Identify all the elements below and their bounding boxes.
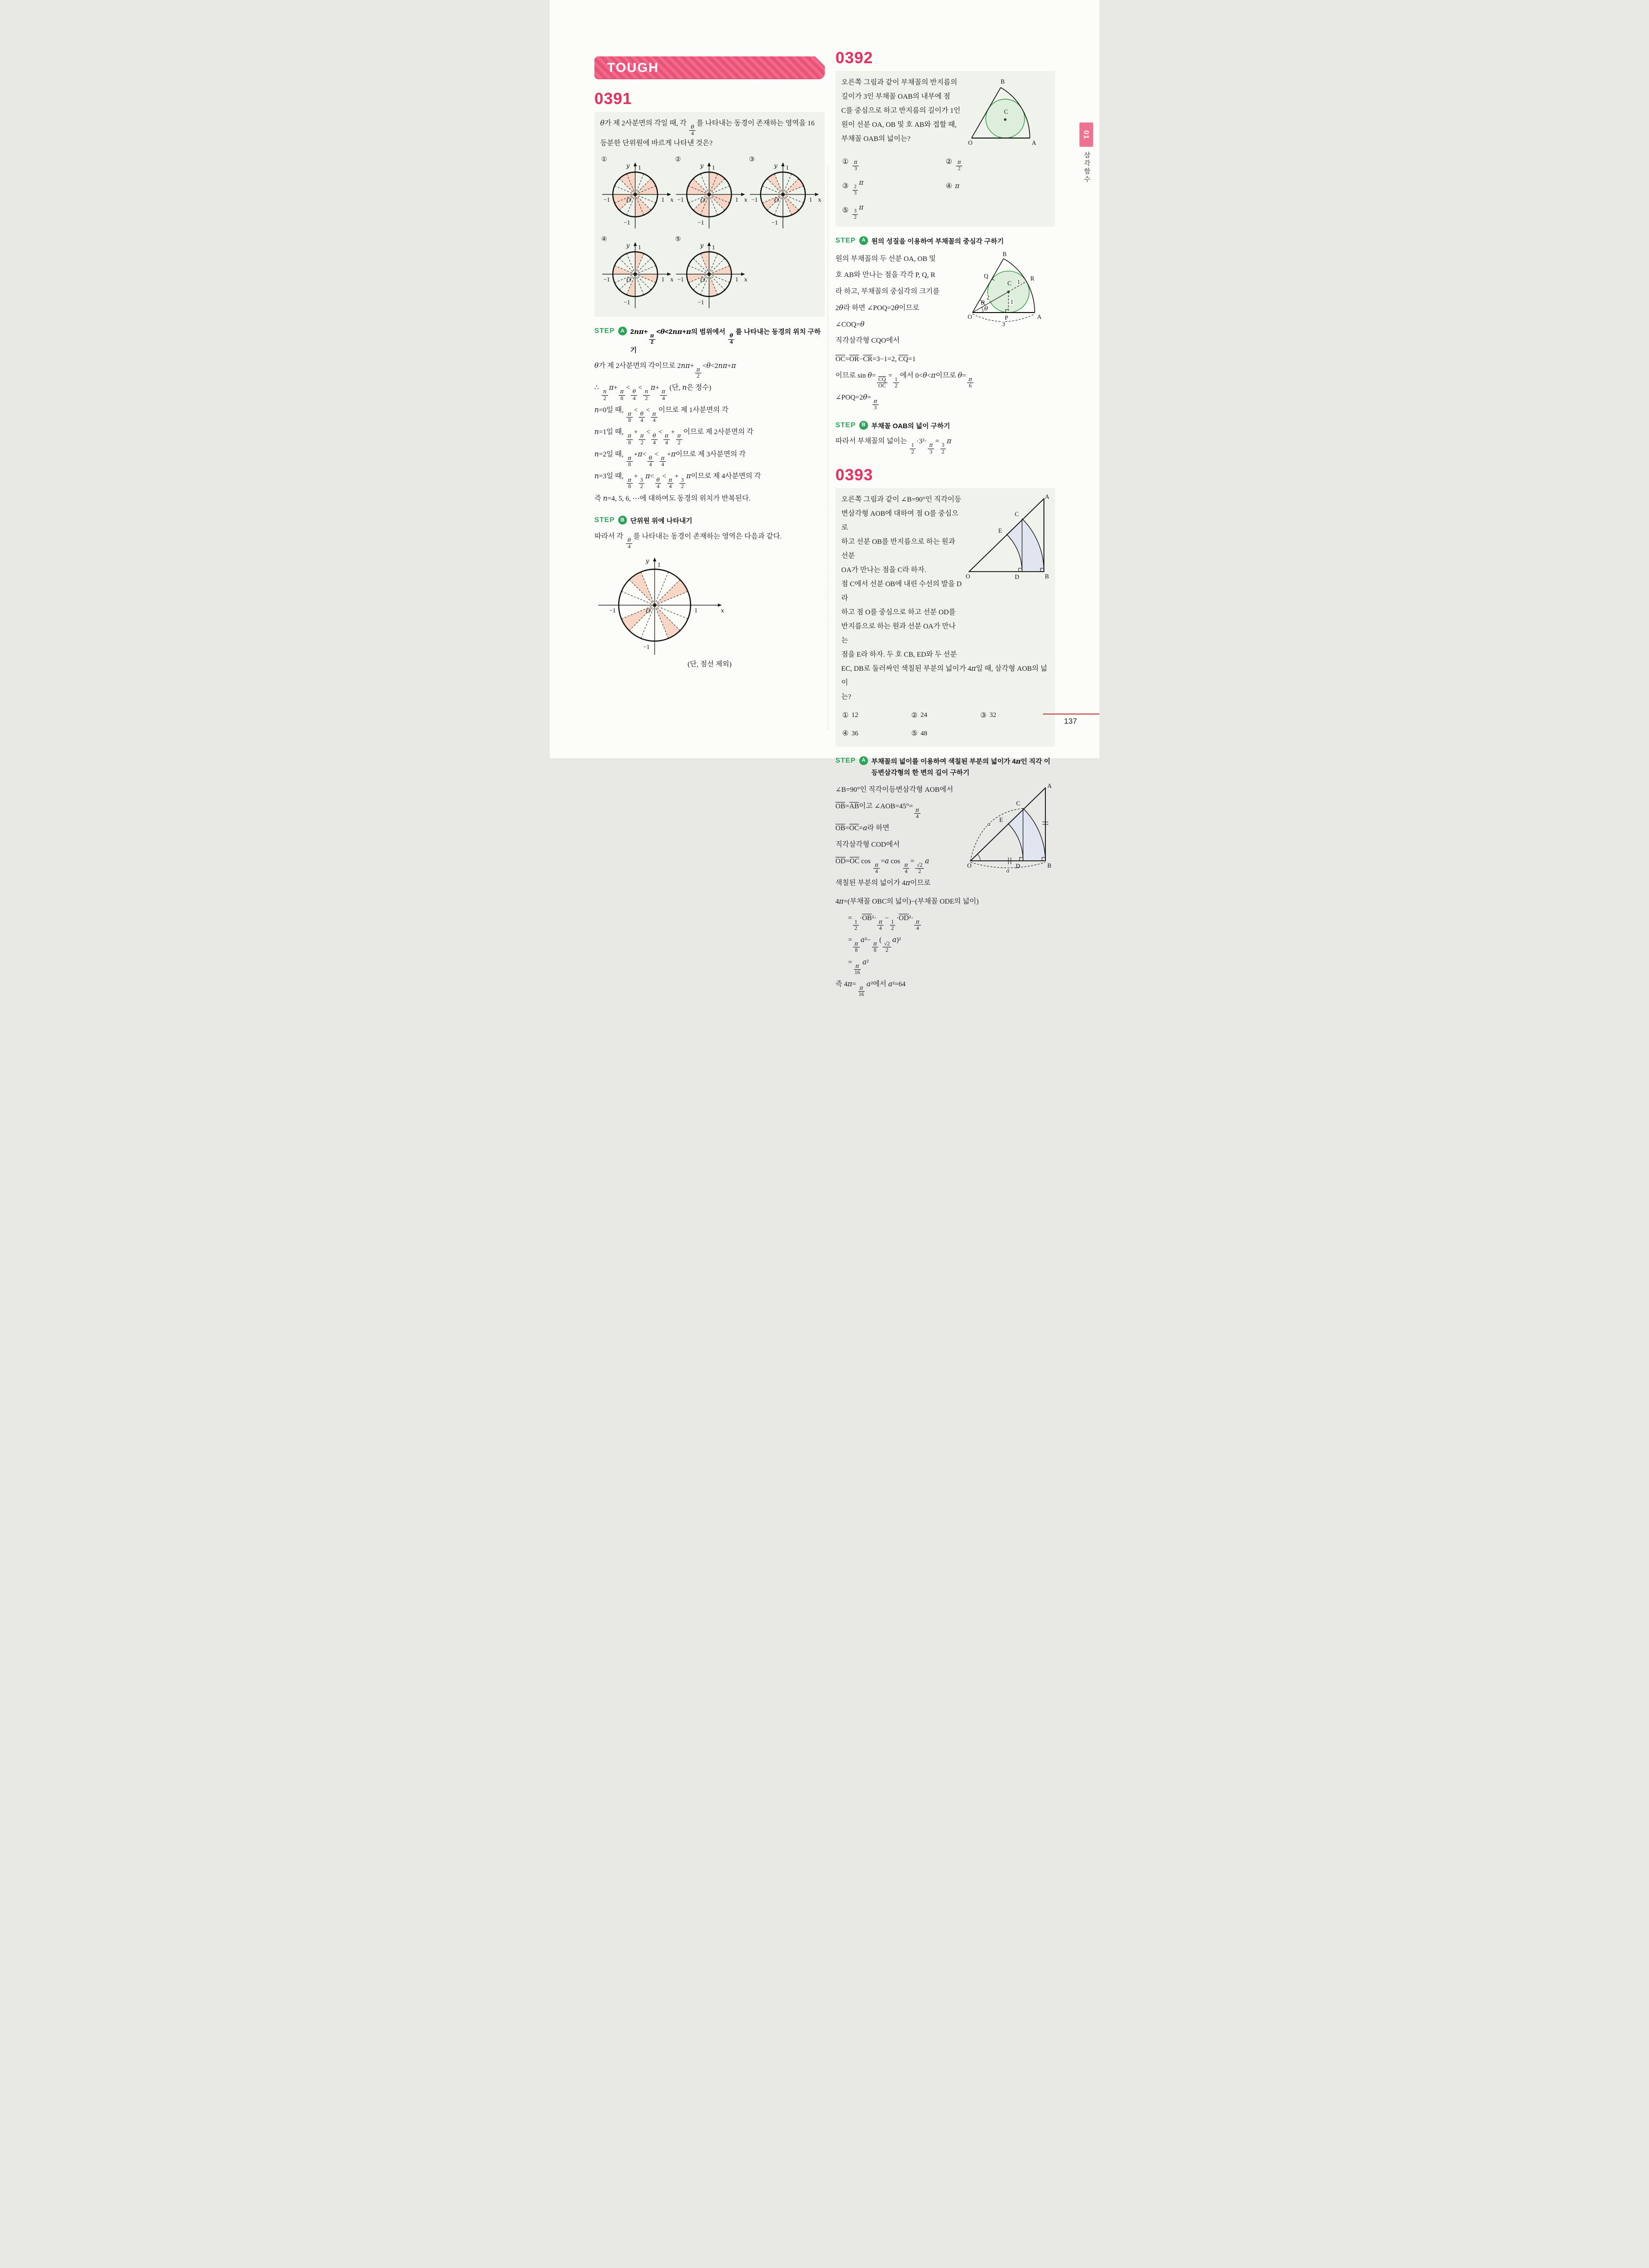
unit-circle-options [600,156,820,311]
sector-solution-diagram-0392 [967,250,1055,329]
svg-text:1: 1 [638,164,642,172]
problem-0392-statement [841,76,964,146]
svg-text:1: 1 [712,244,715,251]
textbook-page [550,0,1099,998]
problem-number-0392: 0392 [835,49,873,67]
problem-0391-statement [600,117,820,151]
math-line: $\overline{OB}=\overline{OC}=a$라 하면 [835,824,889,833]
math-line: 호 AB와 만나는 점을 각각 P, Q, R [835,271,936,279]
math-line: 따라서 부채꼴의 넓이는 $\frac{1}{2}$ ·3²· $\frac{\pi}{3}$ = $\frac{3}{2}$ π [835,437,952,455]
svg-text:a: a [987,820,991,828]
problem-0393-statement-block [835,488,1055,747]
problem-0391-statement-block [594,112,825,317]
step-b-icon: B [618,516,627,524]
math-line: ∴ $\frac{n}{2}$ π+ $\frac{\pi}{8}$ < $\frac{\theta}{4}$ < $\frac{n}{2}$ π+ $\frac{\pi}{4}$ (단, n은 정수) [594,384,712,401]
svg-text:y: y [626,242,630,249]
option-item: ④ 36 [842,730,858,738]
svg-text:−1: −1 [609,607,616,614]
unit-circle-option-4 [600,240,674,311]
solution-0391-step-a [594,359,825,506]
svg-text:−1: −1 [624,219,630,227]
left-column [594,56,825,669]
unit-circle-option-5 [674,240,748,311]
math-line: 오른쪽 그림과 같이 ∠B=90°인 직각이등 [841,495,961,504]
svg-text:D: D [1014,573,1019,580]
svg-text:1: 1 [712,164,715,172]
svg-text:y: y [700,162,704,170]
solution-0391-step-b [594,530,825,550]
math-line: C를 중심으로 하고 반지름의 길이가 1인 [841,107,961,115]
svg-text:B: B [1047,862,1052,870]
svg-text:a: a [1006,867,1010,874]
svg-text:E: E [999,817,1003,824]
svg-text:1: 1 [1017,278,1021,285]
svg-text:C: C [1014,510,1019,518]
svg-text:−1: −1 [643,644,650,651]
answer-caption: (단, 점선 제외) [687,661,732,669]
svg-text:E: E [998,527,1002,534]
svg-text:x: x [744,276,748,283]
step-a-icon: A [859,236,868,245]
svg-text:−1: −1 [771,219,778,227]
svg-text:1: 1 [735,276,739,283]
math-line: 변삼각형 AOB에 대하여 점 O를 중심으로 [841,509,959,532]
option-item: ② 24 [911,711,927,719]
options-0393 [842,709,1049,741]
option-item: ⑤ $\frac{3}{2}$ π [842,203,864,221]
unit-circle-option-3 [748,160,822,231]
svg-text:O: O [700,196,706,204]
svg-text:x: x [670,196,674,204]
option-item: ① $\frac{\pi}{3}$ [842,153,946,172]
math-line: n=2일 때, $\frac{\pi}{8}$ +π< $\frac{\theta}{4}$ < $\frac{\pi}{4}$ +π이므로 제 3사분면의 각 [594,450,746,468]
step-a-0393-title: 부채꼴의 넓이를 이용하여 색칠된 부분의 넓이가 4π인 직각 이등변삼각형의 한 변의 길이 구하기 [871,757,1051,776]
math-line: 즉 4π= $\frac{\pi}{16}$ a²에서 a²=64 [835,980,906,998]
svg-text:y: y [774,162,778,170]
option-item: ③ $\frac{2}{3}$ π [842,179,864,196]
tough-banner-label: TOUGH [607,60,660,75]
step-a-0392-title: 원의 성질을 이용하여 부채꼴의 중심각 구하기 [871,237,1004,245]
math-line: 오른쪽 그림과 같이 부채꼴의 반지름의 [841,79,957,87]
math-line: = $\frac{\pi}{8}$ a²− $\frac{\pi}{8}$ ( $\frac{√2}{2}$ a)² [848,936,901,954]
svg-text:1: 1 [694,607,698,614]
chapter-title-vertical: 삼각함수 [1083,152,1090,184]
math-line: = $\frac{\pi}{16}$ a² [848,958,869,976]
step-label: STEP [594,516,615,524]
math-line: ∠B=90°인 직각이등변삼각형 AOB에서 [835,786,954,794]
solution-0393-flex [835,781,1055,893]
svg-text:−1: −1 [603,196,610,204]
step-label: STEP [835,756,856,765]
math-line: n=1일 때, $\frac{\pi}{8}$ + $\frac{\pi}{2}$ < $\frac{\theta}{4}$ < $\frac{\pi}{4}$ + $\frac{\pi}{2}$ 이므로 제 2사분면의 각 [594,428,754,446]
math-line: ∠COQ=θ [835,320,865,329]
step-label: STEP [594,327,615,335]
step-a-icon: A [859,756,868,765]
svg-text:A: A [1045,493,1050,500]
option-2 [674,156,748,231]
svg-text:−1: −1 [697,299,704,306]
right-column [835,49,1055,999]
math-line: θ가 제 2사분면의 각이므로 2nπ+ $\frac{\pi}{2}$ <θ<2nπ+π [594,362,736,380]
triangle-diagram-0393 [965,493,1050,580]
math-line: θ가 제 2사분면의 각일 때, 각 $\frac{\theta}{4}$ 를 나타내는 동경이 존재하는 영역을 16 [600,120,815,137]
problem-number-0393: 0393 [835,465,873,484]
svg-text:A: A [1047,783,1052,790]
math-line: ∠POQ=2θ= $\frac{\pi}{3}$ [835,391,1055,411]
svg-text:O: O [967,862,972,870]
option-item: ② $\frac{\pi}{2}$ [946,153,1049,172]
math-line: = $\frac{1}{2}$ $\cdot\overline{OB}^2\cdot$ $\frac{\pi}{4}$ − $\frac{1}{2}$ $\cdot\overline{OD}^2\cdot$ $\frac{\pi}{4}$ [835,911,1055,931]
solution-0392-flex [835,250,1055,350]
svg-text:y: y [700,242,704,249]
svg-text:A: A [1032,140,1037,146]
svg-text:−1: −1 [677,276,684,283]
math-line: $\overline{OC}=\overline{OR}-\overline{CR}=3-1=2$, $\overline{CQ}=1$ [835,355,916,364]
step-label: STEP [835,236,856,244]
math-line: 반지름으로 하는 원과 선분 OA가 만나는 [841,622,956,645]
math-line: 는? [841,693,851,701]
math-line: 점 C에서 선분 OB에 내린 수선의 발을 D라 [841,580,962,602]
svg-text:x: x [670,276,674,283]
svg-text:O: O [774,196,780,204]
solution-0393-full-lines [835,895,1055,997]
svg-text:R: R [1030,275,1035,282]
option-item: ⑤ 48 [911,730,927,738]
problem-number-0391: 0391 [594,89,632,107]
svg-text:B: B [1000,78,1005,85]
svg-text:θ: θ [981,298,985,306]
svg-text:1: 1 [657,561,661,569]
step-label: STEP [835,421,856,429]
chapter-tab-number: 01 [1082,130,1091,140]
math-line: 하고 선분 OB를 반지름으로 하는 원과 선분 [841,538,955,560]
math-line: OA가 만나는 점을 C라 하자. [841,566,926,574]
option-1-number: ① [601,156,608,163]
step-b-icon: B [859,421,868,430]
svg-text:−1: −1 [624,299,630,306]
svg-text:θ: θ [984,304,988,312]
triangle-solution-diagram-0393 [967,781,1055,875]
math-line: 직각삼각형 COD에서 [835,841,900,849]
svg-text:3: 3 [1002,320,1006,328]
step-b-0392 [835,421,1055,432]
math-line: 즉 n=4, 5, 6, ⋯에 대하여도 동경의 위치가 반복된다. [594,494,751,503]
svg-text:−1: −1 [603,276,610,283]
answer-unit-circle [594,556,726,657]
svg-text:y: y [626,162,630,170]
option-item: ③ 32 [980,711,996,719]
svg-text:x: x [818,196,822,204]
svg-text:O: O [966,573,971,580]
svg-text:O: O [700,276,706,284]
unit-circle-option-2 [674,160,748,231]
math-line: 등분한 단위원에 바르게 나타낸 것은? [600,140,713,148]
svg-text:B: B [1002,250,1007,258]
math-line: 하고 점 O를 중심으로 하고 선분 OD를 [841,608,956,616]
math-line: 라 하고, 부채꼴의 중심각의 크기를 [835,288,940,296]
math-line: 원이 선분 OA, OB 및 호 AB와 접할 때, [841,121,957,129]
step-a-0391-title: 2nπ+ $\frac{\pi}{2}$ <θ<2nπ+π의 범위에서 $\frac{\theta}{4}$ 를 나타내는 동경의 위치 구하기 [630,328,821,354]
tough-banner [594,56,825,79]
step-a-0392 [835,236,1055,247]
solution-0392-step-b [835,435,1055,454]
svg-text:O: O [968,140,973,146]
problem-0393-statement [841,493,962,662]
option-5 [674,235,748,311]
svg-text:O: O [968,313,972,320]
problem-0392-statement-block [835,71,1055,227]
svg-text:O: O [626,276,632,284]
option-1 [600,156,674,231]
svg-text:1: 1 [809,196,813,204]
answer-figure-0391 [594,556,825,669]
svg-text:Q: Q [984,272,989,279]
option-3-number: ③ [749,156,755,163]
svg-text:1: 1 [661,276,665,283]
math-line: 2θ라 하면 ∠POQ=2θ이므로 [835,304,920,312]
option-5-number: ⑤ [675,235,681,243]
math-line: 점을 E라 하자. 두 호 CB, ED와 두 선분 [841,650,957,659]
math-line: 직각삼각형 CQO에서 [835,337,900,345]
svg-text:2: 2 [986,294,990,301]
svg-text:C: C [1004,108,1008,115]
svg-text:D: D [1015,863,1020,870]
option-3 [748,156,822,231]
math-line: 색칠된 부분의 넓이가 4π이므로 [835,879,931,888]
step-b-0392-title: 부채꼴 OAB의 넓이 구하기 [871,422,950,430]
math-line: $\overline{OD}=\overline{OC}$ cos $\frac{\pi}{4}$ =a cos $\frac{\pi}{4}$ = $\frac{√2}{2}$ a [835,857,929,875]
svg-text:x: x [744,196,748,204]
svg-text:P: P [1005,314,1008,321]
solution-0392-full-lines [835,352,1055,411]
options-0392 [842,153,1049,221]
math-line: 원의 부채꼴의 두 선분 OA, OB 및 [835,255,936,263]
svg-text:x: x [721,607,725,614]
option-4-number: ④ [601,235,608,243]
math-line: $\overline{OB}=\overline{AB}$이고 ∠AOB=45°= $\frac{\pi}{4}$ [835,800,964,820]
problem-0393-statement-full [841,662,1050,704]
math-line: n=3일 때, $\frac{\pi}{8}$ + $\frac{3}{2}$ π< $\frac{\theta}{4}$ < $\frac{\pi}{4}$ + $\frac{3}{2}$ π이므로 제 4사분면의 각 [594,472,761,490]
svg-text:1: 1 [638,244,642,251]
step-a-0393 [835,756,1055,779]
step-b-0391 [594,516,825,527]
svg-text:−1: −1 [751,196,758,204]
math-line: EC, DB로 둘러싸인 색칠된 부분의 넓이가 4π일 때, 삼각형 AOB의 넓이 [841,664,1047,687]
solution-0392-side-lines [835,250,964,350]
svg-text:−1: −1 [677,196,684,204]
svg-text:1: 1 [735,196,739,204]
svg-text:B: B [1045,573,1049,580]
math-line: 부채꼴 OAB의 넓이는? [841,135,911,143]
svg-text:1: 1 [785,164,789,172]
svg-text:1: 1 [1010,298,1014,305]
math-line: 길이가 3인 부채꼴 OAB의 내부에 점 [841,93,951,101]
math-line: 이므로 sin θ= $\frac{\overline{CQ}}{OC}$ = $\frac{1}{2}$ 에서 0<θ<π이므로 θ= $\frac{\pi}{6}$ [835,369,1055,389]
footer-rule [1043,714,1099,715]
option-2-number: ② [675,156,681,163]
page-number: 137 [1064,717,1077,726]
step-a-icon: A [618,327,627,335]
step-b-0391-title: 단위원 위에 나타내기 [630,517,693,525]
svg-text:−1: −1 [697,219,704,227]
unit-circle-option-1 [600,160,674,231]
math-line: 4π=(부채꼴 OBC의 넓이)−(부채꼴 ODE의 넓이) [835,898,979,906]
sector-diagram-0392 [967,76,1050,148]
chapter-tab [1079,122,1093,147]
svg-text:O: O [645,607,651,615]
option-item: ④ π [946,182,960,190]
option-4 [600,235,674,311]
svg-text:A: A [1037,313,1042,320]
solution-0393-side-lines [835,781,964,893]
math-line: 따라서 각 $\frac{\theta}{4}$ 를 나타내는 동경이 존재하는 영역은 다음과 같다. [594,532,782,550]
svg-text:O: O [626,196,632,204]
math-line: n=0일 때, $\frac{\pi}{8}$ < $\frac{\theta}{4}$ < $\frac{\pi}{4}$ 이므로 제 1사분면의 각 [594,406,729,424]
step-a-0391 [594,327,825,356]
option-item: ① 12 [842,711,858,719]
svg-text:y: y [645,557,649,565]
svg-text:1: 1 [661,196,665,204]
svg-text:C: C [1016,800,1021,807]
svg-text:C: C [1007,279,1012,287]
